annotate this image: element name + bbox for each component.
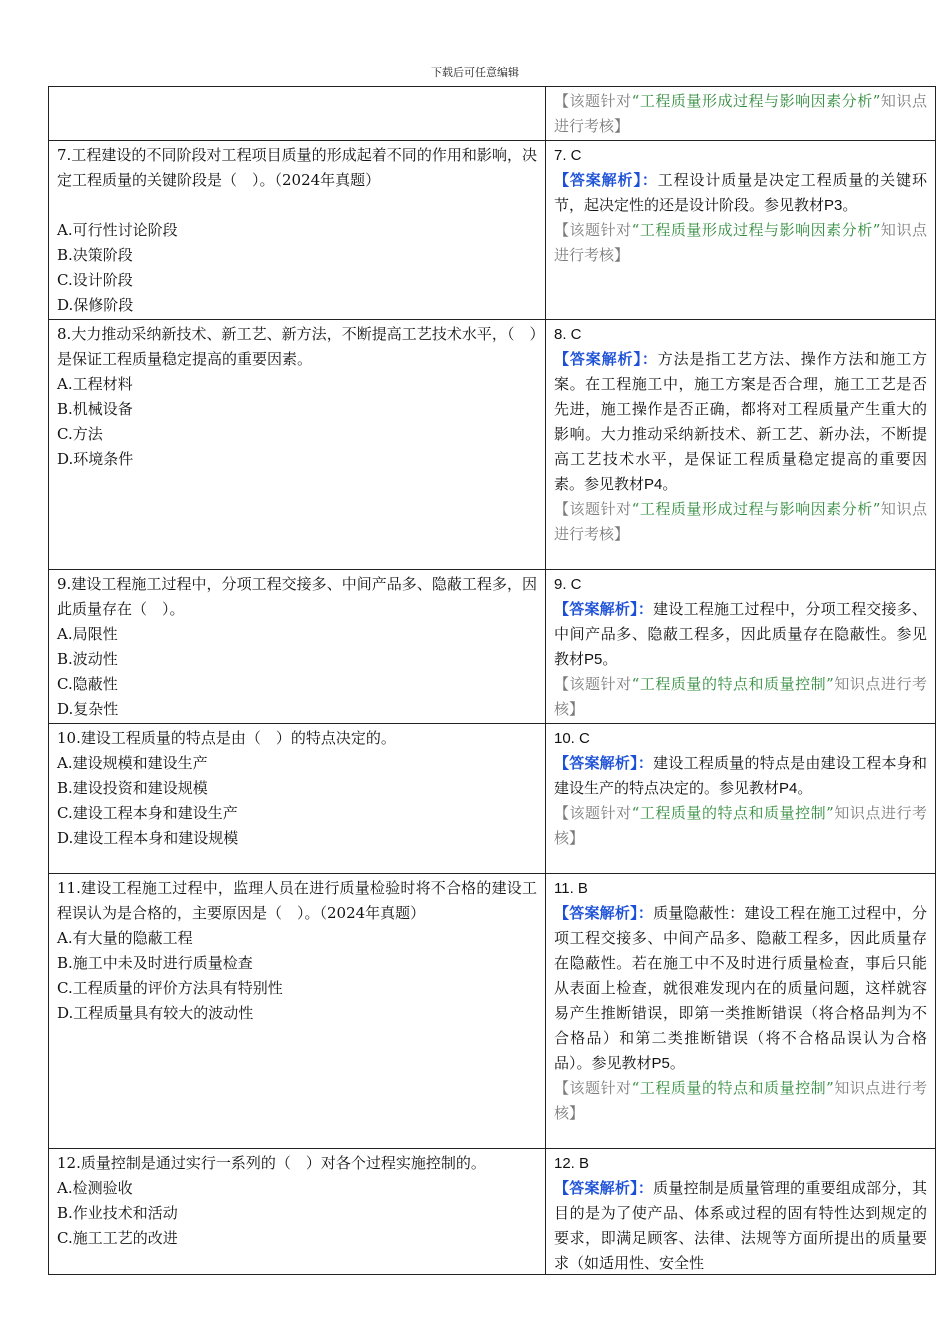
textbook-reference: P5。 (651, 1055, 685, 1072)
option-c: C.设计阶段 (57, 271, 133, 289)
answer-key: 10. C (554, 730, 590, 747)
option-a: A.有大量的隐蔽工程 (57, 929, 193, 947)
answer-key: 8. C (554, 326, 582, 343)
table-row (49, 570, 936, 724)
option-c: C.隐蔽性 (57, 675, 118, 693)
note-topic: “工程质量的特点和质量控制” (631, 804, 834, 822)
textbook-reference: P3。 (824, 197, 858, 214)
knowledge-note (554, 1076, 927, 1126)
textbook-reference: P5。 (584, 651, 618, 668)
note-topic: “工程质量形成过程与影响因素分析” (631, 92, 881, 110)
note-suffix: 知识点进行考核】 (554, 675, 927, 718)
answer-key: 9. C (554, 576, 582, 593)
note-prefix: 【该题针对 (554, 221, 632, 239)
note-prefix: 【该题针对 (554, 1079, 632, 1097)
question-cell (49, 874, 546, 1149)
option-a: A.工程材料 (57, 375, 133, 393)
table-row (49, 724, 936, 874)
question-text: 7.工程建设的不同阶段对工程项目质量的形成起着不同的作用和影响，决定工程质量的关键阶段是（ ）。（2024年真题） (57, 146, 537, 189)
question-text: 9.建设工程施工过程中，分项工程交接多、中间产品多、隐蔽工程多，因此质量存在（ ）。 (57, 575, 537, 618)
analysis-colon: ： (637, 600, 654, 618)
table-row (49, 1149, 936, 1275)
table-row (49, 141, 936, 320)
option-d: D.保修阶段 (57, 296, 134, 314)
question-cell (49, 570, 546, 724)
option-c: C.工程质量的评价方法具有特别性 (57, 979, 283, 997)
knowledge-note (554, 497, 927, 547)
option-a: A.局限性 (57, 625, 118, 643)
note-prefix: 【该题针对 (554, 675, 632, 693)
note-suffix: 知识点进行考核】 (554, 1079, 927, 1122)
option-b: B.波动性 (57, 650, 118, 668)
textbook-reference: P4。 (779, 780, 813, 797)
blank-line (57, 193, 537, 218)
analysis-tag: 【答案解析】 (554, 350, 642, 368)
analysis-text: 建设工程施工过程中，分项工程交接多、中间产品多、隐蔽工程多，因此质量存在隐蔽性。参见教材 (554, 600, 927, 668)
analysis-tag: 【答案解析】 (554, 904, 638, 922)
analysis-text: 质量控制是质量管理的重要组成部分，其目的是为了使产品、体系或过程的固有特性达到规定的要求，即满足顾客、法律、法规等方面所提出的质量要求（如适用性、安全性 (554, 1179, 927, 1272)
question-cell (49, 320, 546, 570)
question-text: 10.建设工程质量的特点是由（ ）的特点决定的。 (57, 729, 396, 747)
note-suffix: 知识点进行考核】 (554, 92, 927, 135)
answer-cell (546, 141, 936, 320)
option-b: B.施工中未及时进行质量检查 (57, 954, 253, 972)
question-cell (49, 141, 546, 320)
analysis-colon: ： (637, 904, 654, 922)
option-b: B.决策阶段 (57, 246, 133, 264)
knowledge-note (554, 218, 927, 268)
question-cell (49, 87, 546, 141)
note-suffix: 知识点进行考核】 (554, 221, 927, 264)
knowledge-note (554, 801, 927, 851)
analysis-text: 方法是指工艺方法、操作方法和施工方案。在工程施工中，施工方案是否合理，施工工艺是否先进，施工操作是否正确，都将对工程质量产生重大的影响。大力推动采纳新技术、新工艺、新办法，不断提高工艺技术水平，是保证工程质量稳定提高的重要因素。参见教材 (554, 350, 927, 493)
option-d: D.复杂性 (57, 700, 119, 718)
answer-cell (546, 570, 936, 724)
answer-cell (546, 320, 936, 570)
textbook-reference: P4。 (644, 476, 678, 493)
note-prefix: 【该题针对 (554, 92, 632, 110)
note-suffix: 知识点进行考核】 (554, 804, 927, 847)
table-row (49, 320, 936, 570)
analysis-colon: ： (637, 754, 654, 772)
table-row (49, 87, 936, 141)
analysis-tag: 【答案解析】 (554, 1179, 638, 1197)
table-row (49, 874, 936, 1149)
analysis-text: 工程设计质量是决定工程质量的关键环节，起决定性的还是设计阶段。参见教材 (554, 171, 927, 214)
question-answer-table (48, 86, 936, 1275)
answer-cell (546, 724, 936, 874)
note-topic: “工程质量形成过程与影响因素分析” (631, 500, 881, 518)
option-c: C.施工工艺的改进 (57, 1229, 178, 1247)
question-cell (49, 1149, 546, 1275)
option-d: D.环境条件 (57, 450, 134, 468)
answer-cell (546, 1149, 936, 1275)
analysis-tag: 【答案解析】 (554, 754, 638, 772)
analysis-colon: ： (637, 1179, 654, 1197)
option-b: B.机械设备 (57, 400, 133, 418)
note-prefix: 【该题针对 (554, 500, 632, 518)
answer-cell (546, 87, 936, 141)
option-c: C.方法 (57, 425, 103, 443)
analysis-colon: ： (641, 350, 658, 368)
option-b: B.建设投资和建设规模 (57, 779, 208, 797)
analysis-text: 建设工程质量的特点是由建设工程本身和建设生产的特点决定的。参见教材 (554, 754, 927, 797)
analysis-tag: 【答案解析】 (554, 600, 638, 618)
option-a: A.建设规模和建设生产 (57, 754, 208, 772)
note-suffix: 知识点进行考核】 (554, 500, 927, 543)
question-text: 8.大力推动采纳新技术、新工艺、新方法，不断提高工艺技术水平，（ ）是保证工程质量稳定提高的重要因素。 (57, 325, 537, 368)
note-topic: “工程质量的特点和质量控制” (631, 675, 834, 693)
note-topic: “工程质量形成过程与影响因素分析” (631, 221, 881, 239)
answer-key: 11. B (554, 880, 588, 897)
analysis-tag: 【答案解析】 (554, 171, 642, 189)
note-prefix: 【该题针对 (554, 804, 632, 822)
answer-cell (546, 874, 936, 1149)
option-d: D.建设工程本身和建设规模 (57, 829, 239, 847)
option-c: C.建设工程本身和建设生产 (57, 804, 238, 822)
answer-key: 12. B (554, 1155, 590, 1172)
answer-key: 7. C (554, 147, 582, 164)
option-a: A.可行性讨论阶段 (57, 221, 178, 239)
question-text: 12.质量控制是通过实行一系列的（ ）对各个过程实施控制的。 (57, 1154, 486, 1172)
question-text: 11.建设工程施工过程中，监理人员在进行质量检验时将不合格的建设工程误认为是合格的，主要原因是（ ）。（2024年真题） (57, 879, 537, 922)
knowledge-note (554, 672, 927, 722)
question-cell (49, 724, 546, 874)
note-topic: “工程质量的特点和质量控制” (631, 1079, 834, 1097)
option-d: D.工程质量具有较大的波动性 (57, 1004, 254, 1022)
analysis-text: 质量隐蔽性：建设工程在施工过程中，分项工程交接多、中间产品多、隐蔽工程多，因此质量存在隐蔽性。若在施工中不及时进行质量检查，事后只能从表面上检查，就很难发现内在的质量问题，这样就容易产生推断错误，即第一类推断错误（将合格品判为不合格品）和第二类推断错误（将不合格品误认为合格品）。参见教材 (554, 904, 927, 1072)
option-a: A.检测验收 (57, 1179, 133, 1197)
option-b: B.作业技术和活动 (57, 1204, 178, 1222)
page-header: 下载后可任意编辑 (431, 66, 519, 79)
analysis-colon: ： (641, 171, 658, 189)
